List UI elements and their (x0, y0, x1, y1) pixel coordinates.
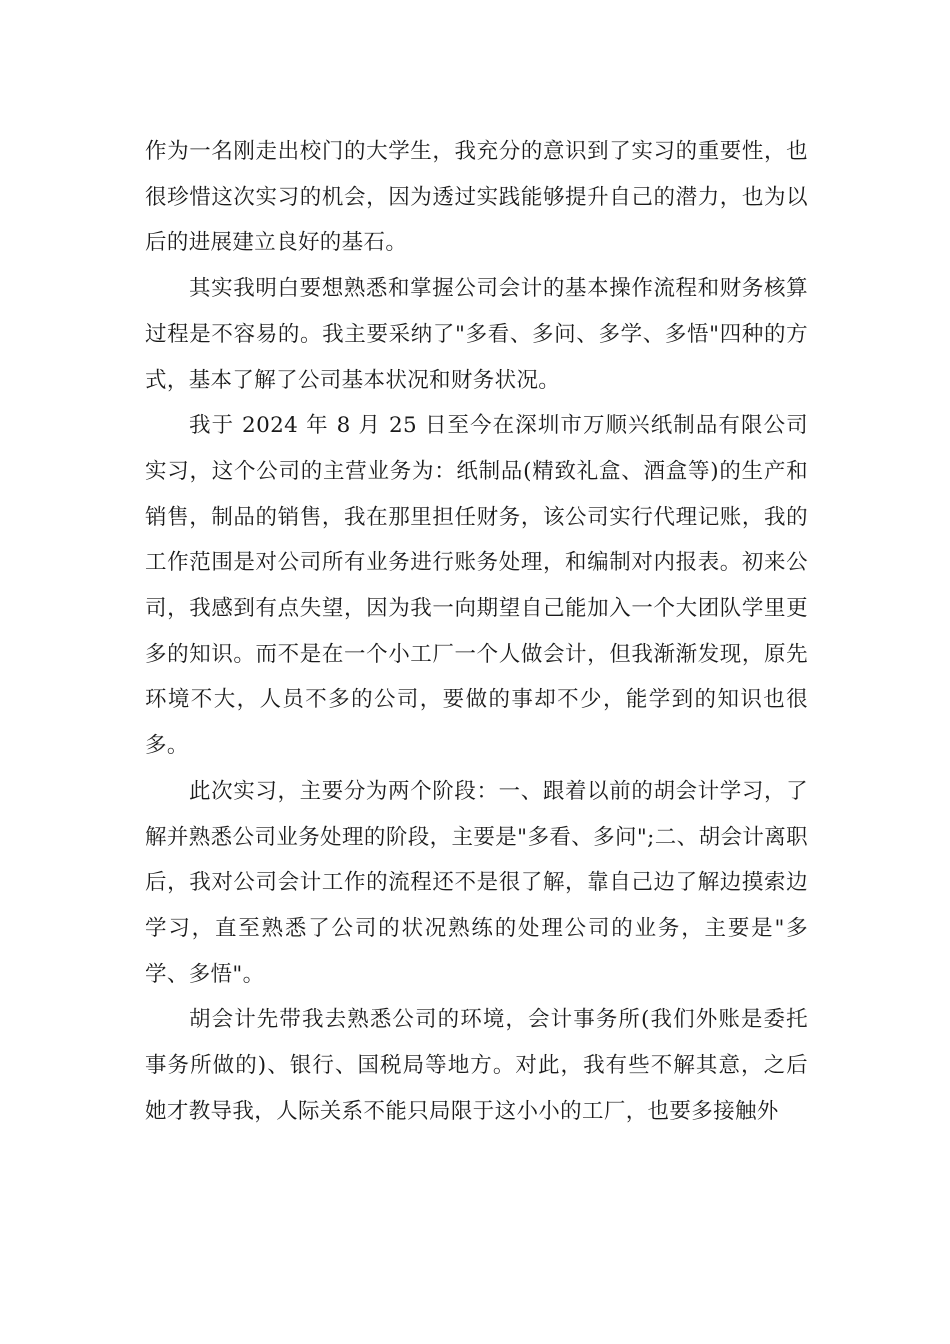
paragraph-5: 胡会计先带我去熟悉公司的环境，会计事务所(我们外账是委托事务所做的)、银行、国税局等地方。对此，我有些不解其意，之后她才教导我，人际关系不能只局限于这小小的工厂，也要多接触外 (145, 1007, 808, 1124)
paragraph-3: 我于 2024 年 8 月 25 日至今在深圳市万顺兴纸制品有限公司实习，这个公司的主营业务为：纸制品(精致礼盒、酒盒等)的生产和销售，制品的销售，我在那里担任财务，该公司实行代理记账，我的工作范围是对公司所有业务进行账务处理，和编制对内报表。初来公司，我感到有点失望，因为我一向期望自己能加入一个大团队学里更多的知识。而不是在一个小工厂一个人做会计，但我渐渐发现，原先环境不大，人员不多的公司，要做的事却不少，能学到的知识也很多。 (145, 413, 808, 759)
body-text (145, 129, 808, 1134)
paragraph-1: 作为一名刚走出校门的大学生，我充分的意识到了实习的重要性，也很珍惜这次实习的机会，因为透过实践能够提升自己的潜力，也为以后的进展建立良好的基石。 (145, 139, 808, 256)
paragraph-2: 其实我明白要想熟悉和掌握公司会计的基本操作流程和财务核算过程是不容易的。我主要采纳了"多看、多问、多学、多悟"四种的方式，基本了解了公司基本状况和财务状况。 (145, 276, 808, 393)
paragraph-4: 此次实习，主要分为两个阶段：一、跟着以前的胡会计学习，了解并熟悉公司业务处理的阶段，主要是"多看、多问";二、胡会计离职后，我对公司会计工作的流程还不是很了解，靠自己边了解边摸索边学习，直至熟悉了公司的状况熟练的处理公司的业务，主要是"多学、多悟"。 (145, 778, 808, 987)
